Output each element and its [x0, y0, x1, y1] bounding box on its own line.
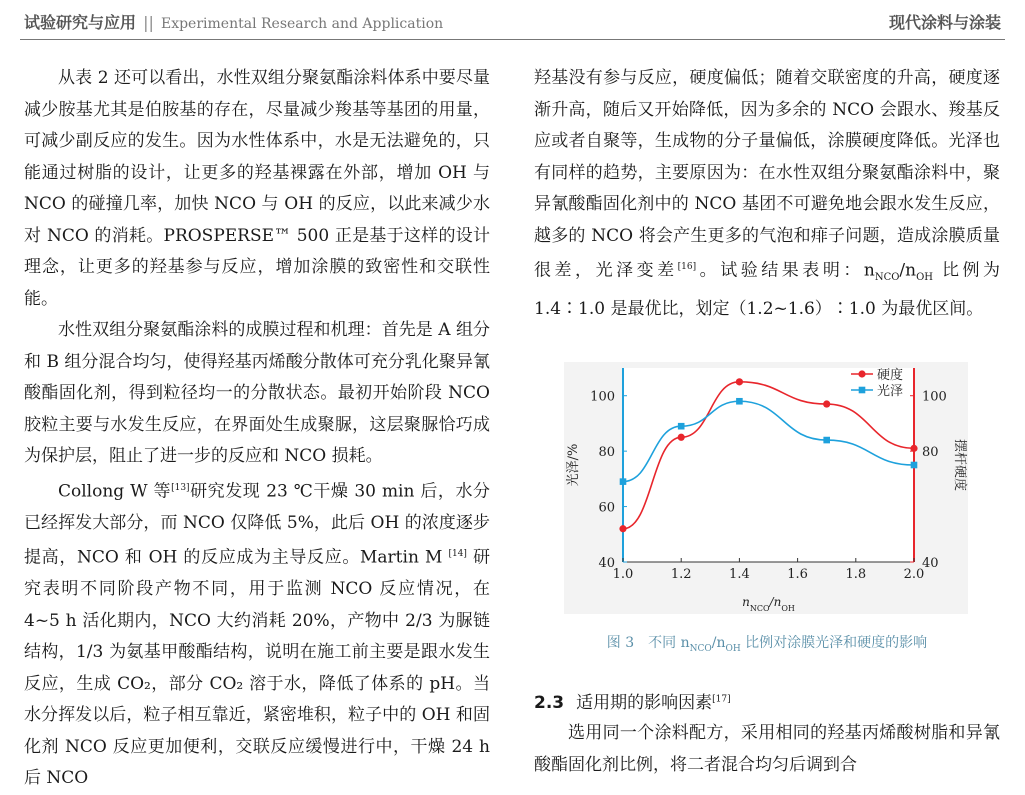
page-header: [0, 0, 1025, 44]
x-axis-label-part-1: NCO: [749, 603, 770, 613]
journal-title: 现代涂料与涂装: [888, 13, 1001, 32]
citation-17: [17]: [712, 694, 731, 705]
plot-area: [623, 368, 914, 562]
journal-section-cn: 试验研究与应用: [24, 13, 137, 32]
paragraph-2: 水性双组分聚氨酯涂料的成膜过程和机理：首先是 A 组分和 B 组分混合均匀，使得羟基丙烯酸分散体可充分乳化聚异氰酸酯固化剂，得到粒径均一的分散状态。最初开始阶段 NCO 胶粒主要与水发生反应，在界面处生成聚脲，这层聚脲恰巧成为保护层，阻止了进一步的反应和 NCO 损耗。: [24, 320, 490, 466]
section-title: 适用期的影响因素: [576, 693, 713, 713]
legend-marker-1: [859, 387, 866, 394]
series-0-point-0: [619, 525, 626, 532]
series-0-point-3: [823, 400, 830, 407]
x-axis-label-part-2: /n: [769, 595, 782, 609]
p3-text-c: 研究表明不同阶段产物不同，用于监测 NCO 反应情况，在 4~5 h 活化期内，NCO 大约消耗 20%，产物中 2/3 为脲链结构，1/3 为氨基甲酸酯结构，说明在施工前主要是跟水发生反应，生成 CO₂，部分 CO₂ 溶于水，降低了体系的 pH。当水分挥发以后，粒子相互靠近，紧密堆积，粒子中的 OH 和固化剂 NCO 反应更加便利，交联反应缓慢进行中，干燥 24 h 后 NCO: [24, 547, 490, 789]
p3-text-b: 研究发现 23 ℃干燥 30 min 后，水分已经挥发大部分，而 NCO 仅降低 5%，此后 OH 的浓度逐步提高，NCO 和 OH 的反应成为主导反应。Martin M: [24, 481, 491, 568]
rp1-text-d: 比例为 1.4∶1.0 是最优比，划定（1.2~1.6）∶1.0 为最优区间。: [534, 260, 1001, 319]
left-column: [24, 63, 490, 795]
legend-label-1: 光泽: [877, 384, 904, 399]
citation-16: [16]: [677, 262, 697, 272]
x-tick-label-1: 1.2: [670, 567, 692, 582]
y-left-tick-label-0: 40: [598, 556, 615, 571]
paragraph-continued: [534, 63, 1000, 325]
y-left-axis-label: 光泽/%: [566, 443, 581, 487]
rp1-text-a: 羟基没有参与反应，硬度偏低；随着交联密度的升高，硬度逐渐升高，随后又开始降低，因为多余的 NCO 会跟水、羧基反应或者自聚等，生成物的分子量偏低，涂膜硬度降低。光泽也有同样的趋势，主要原因为：在水性双组分聚氨酯涂料中，聚异氰酸酯固化剂中的 NCO 基团不可避免地会跟水发生反应，越多的 NCO 将会产生更多的气泡和痱子问题，造成涂膜质量很差，光泽变差: [534, 68, 1000, 281]
y-right-tick-label-1: 80: [922, 445, 939, 461]
gloss-hardness-chart: [564, 362, 968, 614]
section-number: 2.3: [534, 693, 565, 713]
caption-sub-oh: OH: [725, 643, 741, 654]
y-right-tick-label-2: 100: [922, 389, 947, 405]
series-1-point-4: [911, 462, 918, 469]
figure-caption: [534, 632, 1000, 654]
series-0-point-2: [736, 378, 743, 385]
series-0-point-1: [678, 434, 685, 441]
figure-3: [564, 362, 968, 614]
paragraph-3: [24, 473, 490, 795]
citation-13: [13]: [171, 482, 190, 493]
y-right-axis-label: 摆杆硬度: [952, 438, 967, 492]
section-heading: [534, 688, 731, 713]
rp1-sub-oh: OH: [916, 272, 934, 284]
series-0-point-4: [910, 445, 917, 452]
series-1-point-0: [620, 478, 627, 485]
x-axis-label-part-0: n: [742, 595, 750, 609]
y-left-tick-label-1: 60: [598, 500, 615, 516]
x-tick-label-0: 1.0: [612, 567, 634, 582]
rp1-text-b: 。试验结果表明：n: [696, 260, 875, 281]
x-axis-label-part-3: OH: [781, 603, 795, 613]
section-body: 选用同一个涂料配方，采用相同的羟基丙烯酸树脂和异氰酸酯固化剂比例，将二者混合均匀后调到合: [534, 723, 1000, 775]
journal-section-label: [24, 10, 443, 33]
citation-14: [14]: [448, 549, 467, 560]
x-tick-label-3: 1.6: [787, 567, 808, 582]
caption-text-c: 比例对涂膜光泽和硬度的影响: [740, 635, 928, 651]
caption-text-a: 图 3 不同 n: [606, 635, 690, 651]
x-axis-label: [742, 595, 795, 613]
series-1-point-3: [823, 437, 830, 444]
legend-marker-0: [858, 370, 865, 377]
y-left-tick-label-3: 100: [590, 389, 615, 405]
right-column: [534, 63, 1000, 325]
y-right-tick-label-0: 40: [922, 556, 939, 571]
header-separator: ||: [143, 13, 154, 32]
caption-sub-nco: NCO: [689, 643, 712, 654]
x-tick-label-2: 1.4: [729, 567, 750, 582]
x-tick-label-4: 1.8: [845, 567, 867, 582]
series-1-point-2: [736, 398, 743, 405]
paragraph-1: 从表 2 还可以看出，水性双组分聚氨酯涂料体系中要尽量减少胺基尤其是伯胺基的存在，尽量减少羧基等基团的用量，可减少副反应的发生。因为水性体系中，水是无法避免的，只能通过树脂的设计，让更多的羟基裸露在外部，增加 OH 与 NCO 的碰撞几率，加快 NCO 与 OH 的反应，以此来减少水对 NCO 的消耗。PROSPERSE™ 500 正是基于这样的设计理念，让更多的羟基参与反应，增加涂膜的致密性和交联性能。: [24, 68, 490, 309]
caption-text-b: /n: [711, 635, 726, 651]
legend-label-0: 硬度: [877, 368, 904, 383]
journal-section-en: Experimental Research and Application: [160, 16, 444, 32]
rp1-text-c: /n: [899, 260, 917, 281]
y-left-tick-label-2: 80: [598, 445, 615, 461]
x-tick-label-5: 2.0: [903, 567, 925, 582]
rp1-sub-nco: NCO: [874, 272, 900, 284]
series-1-point-1: [678, 423, 685, 430]
p3-text-a: Collong W 等: [58, 481, 172, 502]
header-rule: [20, 39, 1005, 40]
